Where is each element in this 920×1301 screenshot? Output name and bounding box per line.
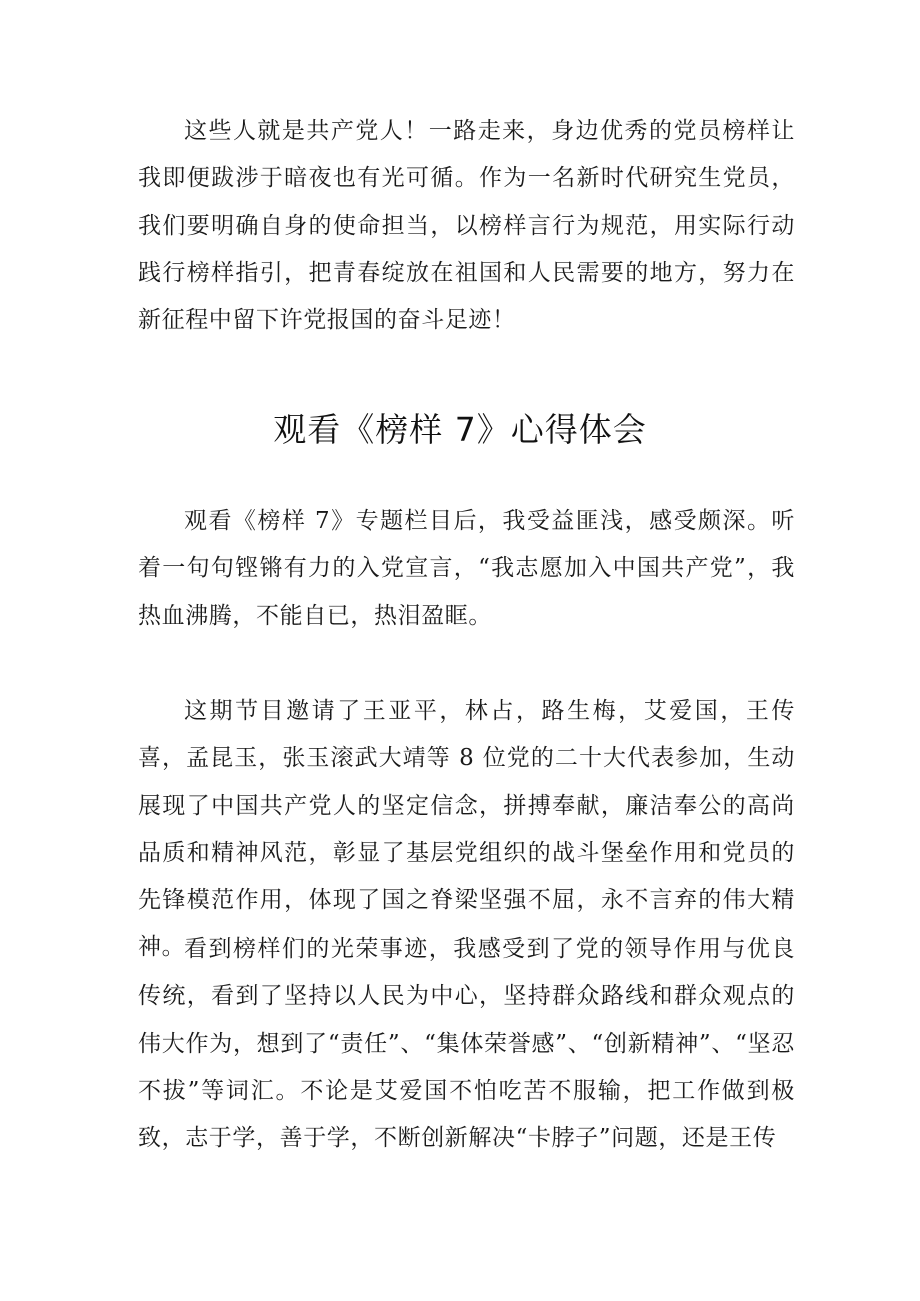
body-paragraph: 这期节目邀请了王亚平，林占，路生梅，艾爱国，王传喜，孟昆玉，张玉滚武大靖等 8 位党的二十大代表参加，生动展现了中国共产党人的坚定信念，拼搏奉献，廉洁奉公的高尚品质和精神风范，彰显了基层党组织的战斗堡垒作用和党员的先锋模范作用，体现了国之脊梁坚强不屈，永不言弃的伟大精神。: [138, 698, 795, 961]
body-paragraph: 看到榜样们的光荣事迹，我感受到了党的领导作用与优良传统，看到了坚持以人民为中心，坚持群众路线和群众观点的伟大作为，想到了“责任”、“集体荣誉感”、“创新精神”、“坚忍不拔”等词汇。不论是艾爱国不怕吃苦不服输，把工作做到极致，志于学，善于学，不断创新解决“卡脖子”问题，还是王传: [138, 936, 795, 1152]
page-title: 观看《榜样 7》心得体会: [273, 410, 647, 449]
body-paragraph-block: [138, 498, 795, 640]
body-paragraph-block: [138, 926, 795, 1162]
intro-paragraph-block: [138, 108, 795, 344]
intro-paragraph: 这些人就是共产党人！一路走来，身边优秀的党员榜样让我即便跋涉于暗夜也有光可循。作为一名新时代研究生党员，我们要明确自身的使命担当，以榜样言行为规范，用实际行动践行榜样指引，把青春绽放在祖国和人民需要的地方，努力在新征程中留下许党报国的奋斗足迹！: [138, 118, 795, 334]
body-paragraph: 观看《榜样 7》专题栏目后，我受益匪浅，感受颇深。听着一句句铿锵有力的入党宣言，“我志愿加入中国共产党”，我热血沸腾，不能自已，热泪盈眶。: [138, 508, 795, 629]
